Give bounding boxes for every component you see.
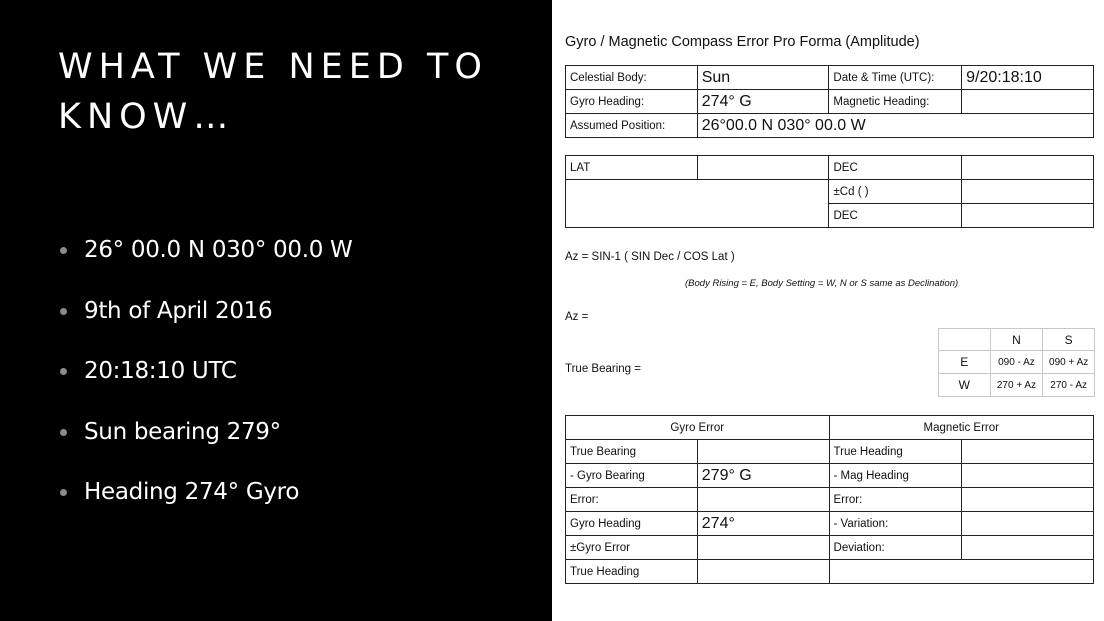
- bullet-time: 20:18:10 UTC: [60, 353, 353, 414]
- quadrant-e-n: 090 - Az: [990, 351, 1043, 374]
- gyro-row-label: True Heading: [566, 560, 698, 584]
- mag-row-label: - Mag Heading: [829, 464, 962, 488]
- quadrant-col-n: N: [990, 329, 1043, 351]
- magnetic-error-header: Magnetic Error: [829, 416, 1093, 440]
- form-panel: [552, 0, 1104, 621]
- mag-row-label: Error:: [829, 488, 962, 512]
- bullet-position: 26° 00.0 N 030° 00.0 W: [60, 232, 353, 293]
- cd-value[interactable]: [962, 180, 1094, 204]
- gyro-row-value[interactable]: [697, 440, 829, 464]
- quadrant-col-s: S: [1043, 329, 1095, 351]
- dec-value[interactable]: [962, 156, 1094, 180]
- lat-label: LAT: [566, 156, 698, 180]
- gyro-error-header: Gyro Error: [566, 416, 830, 440]
- az-label: Az =: [565, 311, 589, 323]
- mag-row-label: Deviation:: [829, 536, 962, 560]
- quadrant-e-s: 090 + Az: [1043, 351, 1095, 374]
- bullet-dot-icon: [60, 489, 67, 496]
- magnetic-heading-label: Magnetic Heading:: [829, 90, 962, 114]
- true-bearing-label: True Bearing =: [565, 363, 641, 375]
- mag-row-value[interactable]: [962, 488, 1094, 512]
- bullet-date: 9th of April 2016: [60, 293, 353, 354]
- mag-row-value[interactable]: [962, 440, 1094, 464]
- date-time-label: Date & Time (UTC):: [829, 66, 962, 90]
- gyro-row-value[interactable]: [697, 536, 829, 560]
- azimuth-formula: Az = SIN-1 ( SIN Dec / COS Lat ): [565, 251, 735, 263]
- gyro-row-value[interactable]: [697, 488, 829, 512]
- quadrant-table: [938, 328, 1095, 397]
- assumed-position-value[interactable]: 26°00.0 N 030° 00.0 W: [697, 114, 1093, 138]
- celestial-body-value[interactable]: Sun: [697, 66, 829, 90]
- quadrant-row-e: E: [939, 351, 991, 374]
- gyro-heading-value[interactable]: 274° G: [697, 90, 829, 114]
- gyro-row-value[interactable]: 274°: [697, 512, 829, 536]
- mag-row-value[interactable]: [962, 536, 1094, 560]
- mag-empty-cell[interactable]: [829, 560, 1093, 584]
- dec-corrected-label: DEC: [829, 204, 962, 228]
- lat-value[interactable]: [697, 156, 829, 180]
- slide-title: [58, 42, 538, 142]
- mag-row-value[interactable]: [962, 464, 1094, 488]
- header-table: [565, 65, 1094, 138]
- bullet-dot-icon: [60, 308, 67, 315]
- gyro-row-label: ±Gyro Error: [566, 536, 698, 560]
- bullet-list: [60, 232, 353, 535]
- gyro-row-label: - Gyro Bearing: [566, 464, 698, 488]
- gyro-row-label: Error:: [566, 488, 698, 512]
- lat-notes-cell[interactable]: [566, 180, 829, 228]
- quadrant-corner: [939, 329, 991, 351]
- gyro-row-value[interactable]: [697, 560, 829, 584]
- dec-corrected-value[interactable]: [962, 204, 1094, 228]
- gyro-row-label: True Bearing: [566, 440, 698, 464]
- mag-row-value[interactable]: [962, 512, 1094, 536]
- quadrant-row-w: W: [939, 374, 991, 397]
- gyro-heading-label: Gyro Heading:: [566, 90, 698, 114]
- rising-setting-note: (Body Rising = E, Body Setting = W, N or S same as Declination): [685, 278, 959, 289]
- gyro-row-label: Gyro Heading: [566, 512, 698, 536]
- error-table: [565, 415, 1094, 584]
- form-title: Gyro / Magnetic Compass Error Pro Forma (Amplitude): [565, 34, 920, 50]
- bullet-dot-icon: [60, 368, 67, 375]
- magnetic-heading-value[interactable]: [962, 90, 1094, 114]
- quadrant-w-s: 270 - Az: [1043, 374, 1095, 397]
- dec-label: DEC: [829, 156, 962, 180]
- gyro-row-value[interactable]: 279° G: [697, 464, 829, 488]
- date-time-value[interactable]: 9/20:18:10: [962, 66, 1094, 90]
- mag-row-label: - Variation:: [829, 512, 962, 536]
- bullet-sun-bearing: Sun bearing 279°: [60, 414, 353, 475]
- slide-title-line-1: WHAT WE NEED TO: [58, 47, 488, 87]
- quadrant-w-n: 270 + Az: [990, 374, 1043, 397]
- bullet-dot-icon: [60, 429, 67, 436]
- bullet-heading: Heading 274° Gyro: [60, 474, 353, 535]
- cd-label: ±Cd ( ): [829, 180, 962, 204]
- slide-title-line-2: KNOW…: [58, 97, 235, 137]
- lat-dec-table: [565, 155, 1094, 228]
- bullet-dot-icon: [60, 247, 67, 254]
- mag-row-label: True Heading: [829, 440, 962, 464]
- assumed-position-label: Assumed Position:: [566, 114, 698, 138]
- celestial-body-label: Celestial Body:: [566, 66, 698, 90]
